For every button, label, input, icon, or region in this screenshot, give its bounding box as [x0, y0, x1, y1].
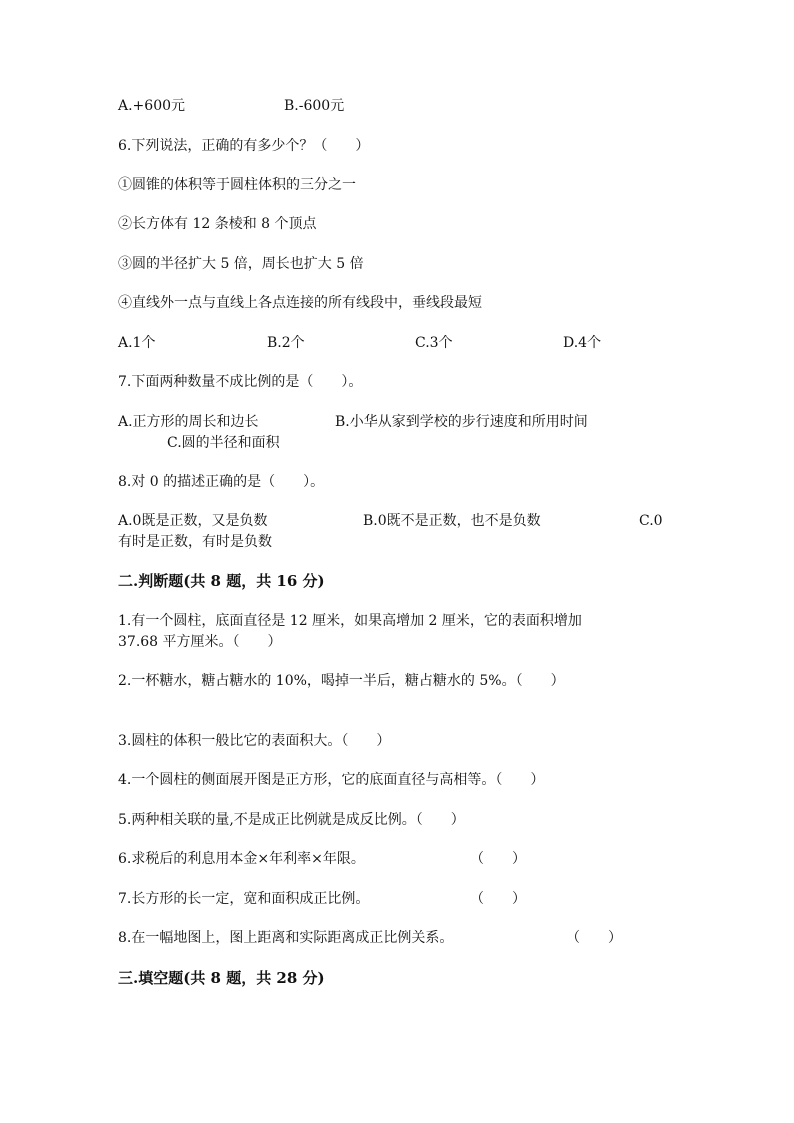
q6-option-c: C.3个: [415, 335, 453, 351]
judge-6-paren: （ ）: [470, 851, 526, 867]
judge-5: 5.两种相关联的量,不是成正比例就是成反比例。（ ）: [118, 812, 465, 828]
section-2-title: 二.判断题(共 8 题，共 16 分): [118, 572, 325, 590]
q6-statement-4: ④直线外一点与直线上各点连接的所有线段中，垂线段最短: [118, 295, 482, 311]
judge-8: 8.在一幅地图上，图上距离和实际距离成正比例关系。: [118, 930, 454, 946]
q6-option-a: A.1个: [118, 335, 156, 351]
q8-stem: 8.对 0 的描述正确的是（ ）。: [118, 474, 325, 490]
judge-7-paren: （ ）: [470, 891, 526, 907]
q6-stem: 6.下列说法，正确的有多少个？（ ）: [118, 138, 370, 154]
q8-option-c-label: C.0: [639, 513, 663, 529]
judge-8-paren: （ ）: [566, 930, 622, 946]
judge-2: 2.一杯糖水，糖占糖水的 10%，喝掉一半后，糖占糖水的 5%。（ ）: [118, 673, 565, 689]
q6-statement-1: ①圆锥的体积等于圆柱体积的三分之一: [118, 177, 356, 193]
q6-statement-3: ③圆的半径扩大 5 倍，周长也扩大 5 倍: [118, 256, 364, 272]
judge-7: 7.长方形的长一定，宽和面积成正比例。: [118, 891, 370, 907]
q7-option-c: C.圆的半径和面积: [167, 435, 280, 451]
judge-4: 4.一个圆柱的侧面展开图是正方形，它的底面直径与高相等。（ ）: [118, 772, 545, 788]
q8-option-c-text: 有时是正数，有时是负数: [118, 534, 272, 550]
q5-option-a: A.+600元: [118, 98, 186, 114]
q6-option-d: D.4个: [563, 335, 602, 351]
q5-option-b: B.-600元: [284, 98, 345, 114]
q7-option-a: A.正方形的周长和边长: [118, 414, 259, 430]
section-3-title: 三.填空题(共 8 题，共 28 分): [118, 969, 325, 987]
q7-stem: 7.下面两种数量不成比例的是（ ）。: [118, 374, 363, 390]
judge-3: 3.圆柱的体积一般比它的表面积大。（ ）: [118, 733, 391, 749]
judge-1-line-1: 1.有一个圆柱，底面直径是 12 厘米，如果高增加 2 厘米，它的表面积增加: [118, 613, 582, 629]
q6-statement-2: ②长方体有 12 条棱和 8 个顶点: [118, 216, 317, 232]
q8-option-a: A.0既是正数，又是负数: [118, 513, 268, 529]
judge-1-line-2: 37.68 平方厘米。（ ）: [118, 634, 282, 650]
q6-option-b: B.2个: [267, 335, 305, 351]
q7-option-b: B.小华从家到学校的步行速度和所用时间: [335, 414, 588, 430]
q8-option-b: B.0既不是正数，也不是负数: [363, 513, 541, 529]
judge-6: 6.求税后的利息用本金×年利率×年限。: [118, 851, 365, 867]
